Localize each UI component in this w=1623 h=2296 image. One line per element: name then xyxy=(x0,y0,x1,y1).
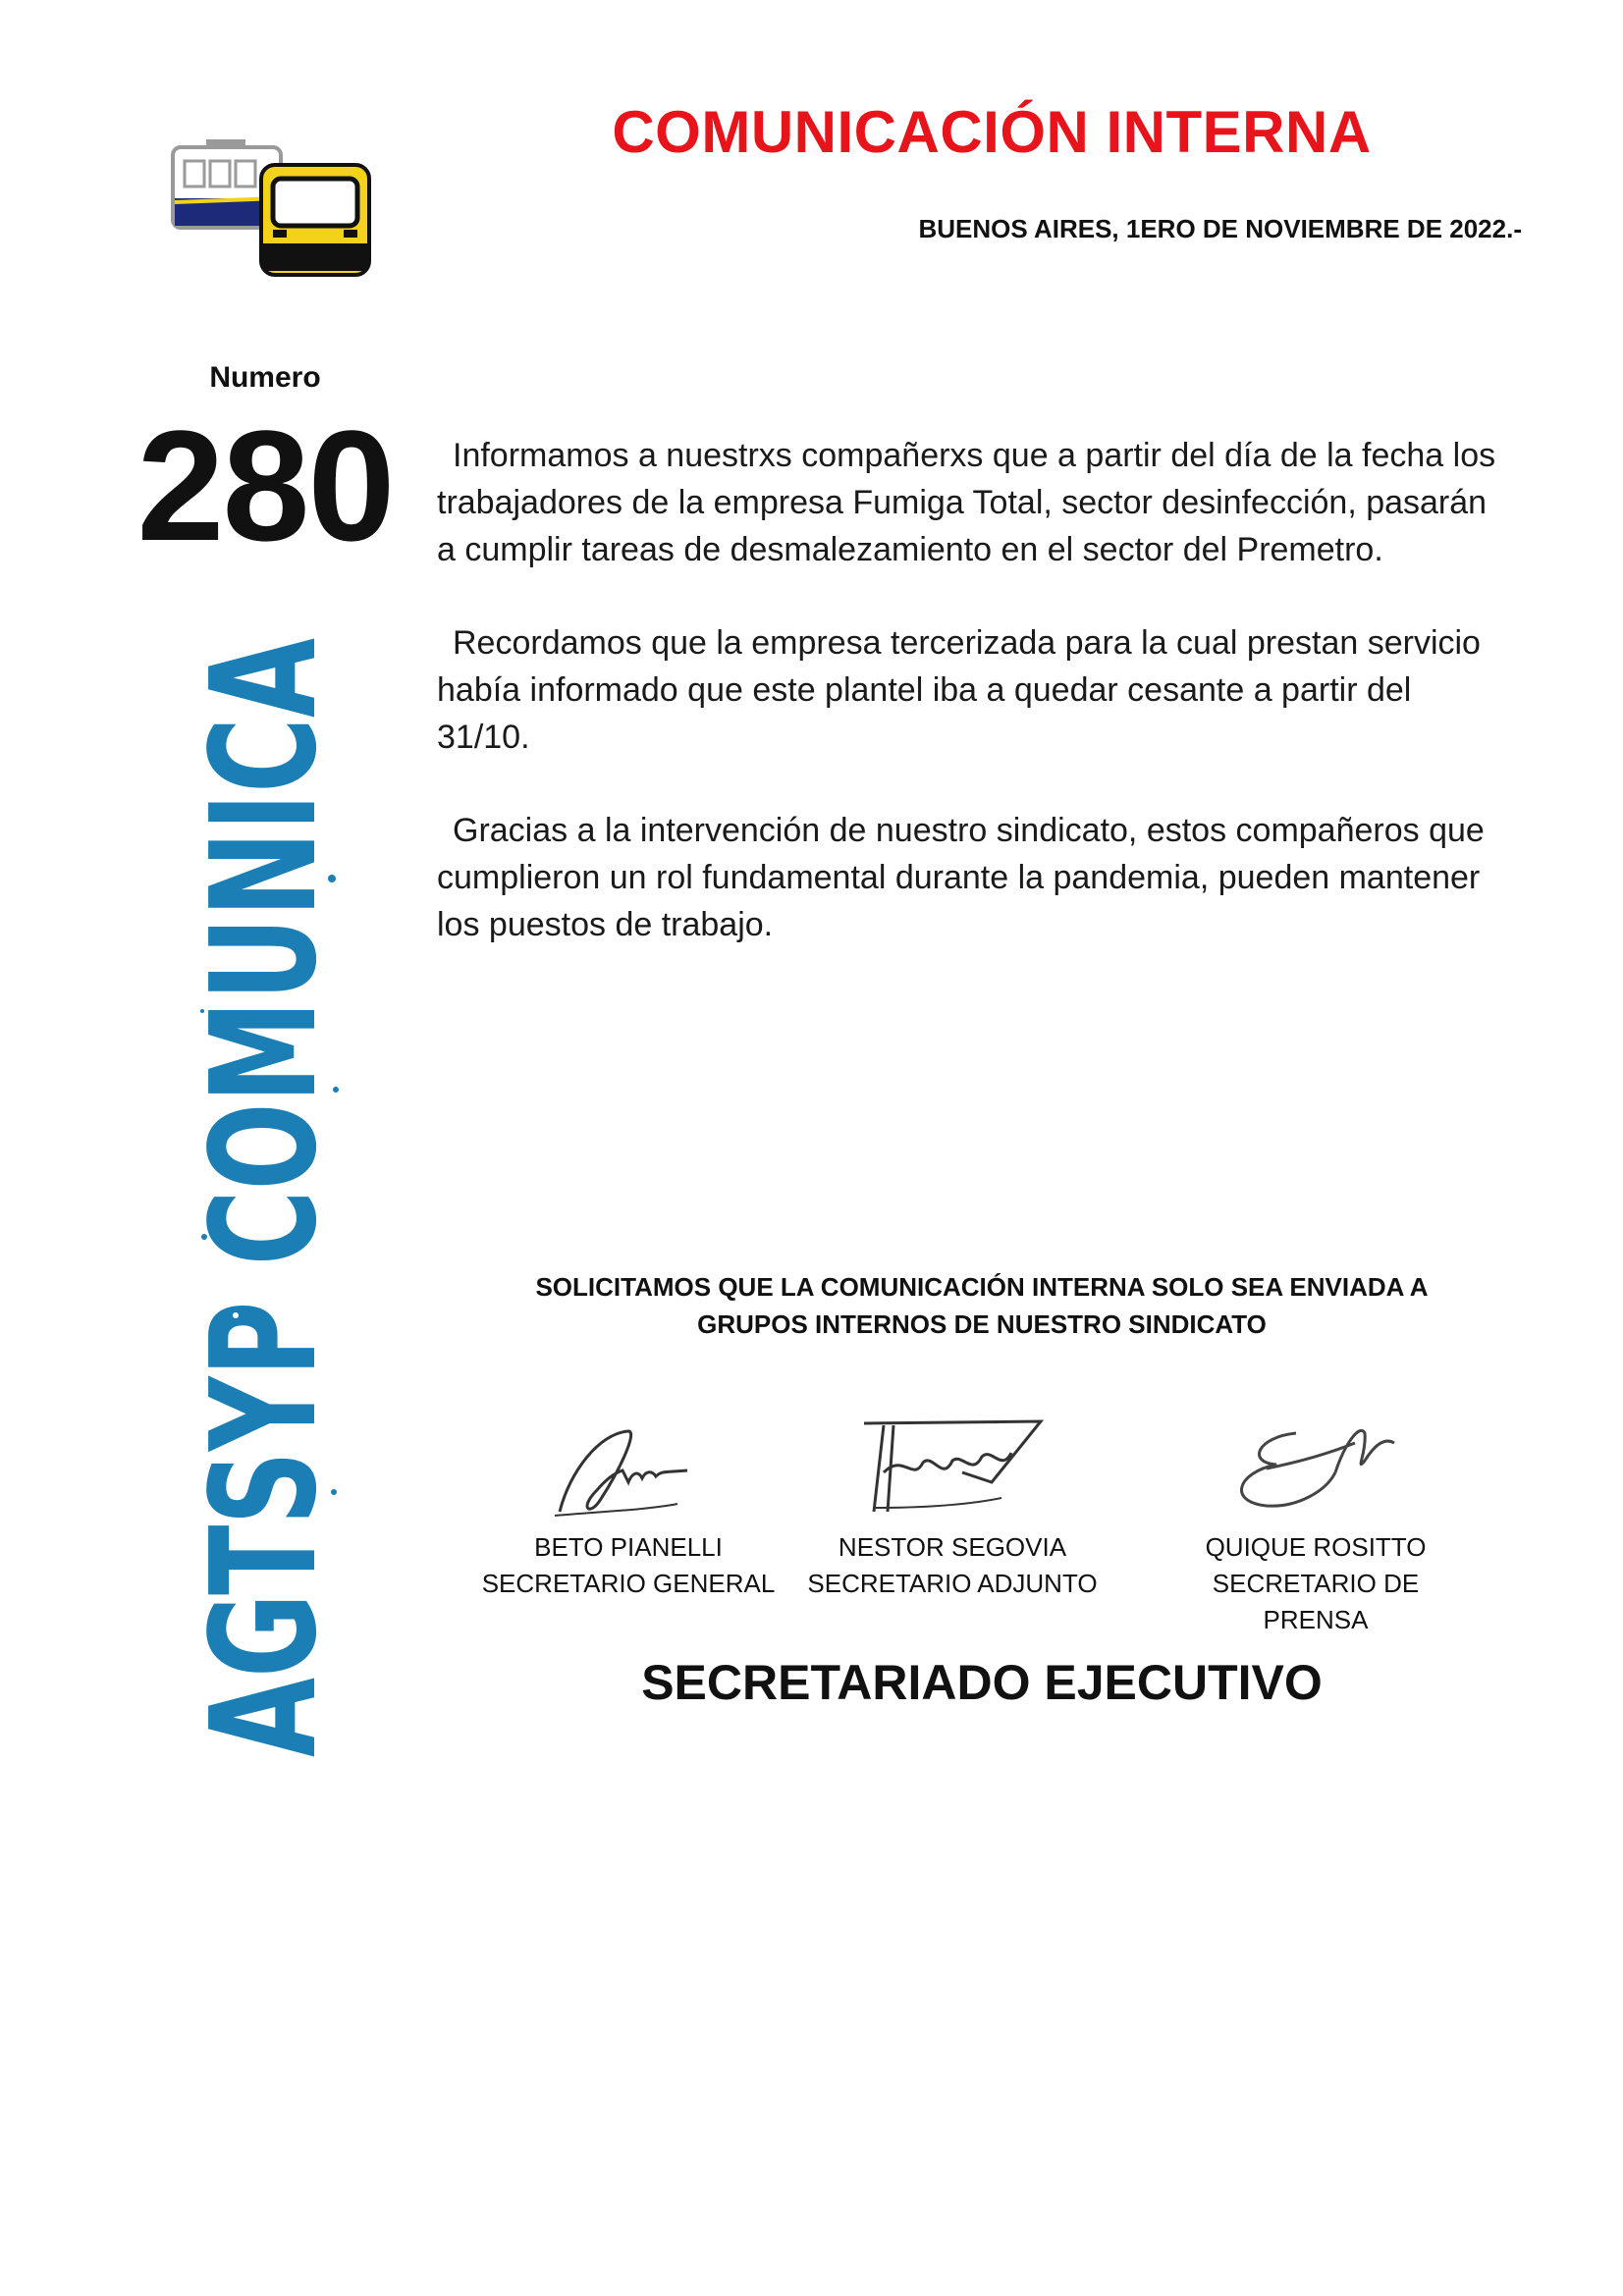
body-paragraph: Informamos a nuestrxs compañerxs que a partir del día de la fecha los trabajadores de la empresa Fumiga Total, sector desinfección, pasarán a cumplir tareas de desmalezamiento en el sector del Premetro. xyxy=(437,437,1496,568)
notice-line: GRUPOS INTERNOS DE NUESTRO SINDICATO xyxy=(697,1309,1267,1339)
signatures-block xyxy=(471,1414,1512,1634)
body-paragraph: Recordamos que la empresa tercerizada para la cual prestan servicio había informado que este plantel iba a quedar cesante a partir del 31/10. xyxy=(437,624,1481,756)
signature-2 xyxy=(844,1414,1060,1522)
number-value: 280 xyxy=(136,398,394,573)
signatory-1 xyxy=(471,1414,785,1602)
signatory-role: SECRETARIO DE PRENSA xyxy=(1212,1569,1420,1634)
footer-title: SECRETARIADO EJECUTIVO xyxy=(641,1655,1323,1710)
body-paragraph: Gracias a la intervención de nuestro sindicato, estos compañeros que cumplieron un rol fundamental durante la pandemia, pueden mantener los puestos de trabajo. xyxy=(437,812,1485,943)
agtsyp-comunica-banner xyxy=(196,628,344,1767)
signatory-name: NESTOR SEGOVIA xyxy=(838,1532,1067,1562)
signatory-2 xyxy=(795,1414,1109,1602)
banner-text: AGTSYP xyxy=(196,1112,344,1757)
signatory-role: SECRETARIO ADJUNTO xyxy=(807,1569,1098,1598)
signature-3 xyxy=(1217,1414,1414,1522)
agtsyp-logo xyxy=(167,137,383,285)
document-title: COMUNICACIÓN INTERNA xyxy=(612,99,1372,165)
number-label: Numero xyxy=(209,361,321,394)
distribution-notice xyxy=(461,1268,1502,1343)
document-date: BUENOS AIRES, 1ERO DE NOVIEMBRE DE 2022.- xyxy=(918,214,1522,243)
body-text xyxy=(437,432,1497,994)
signatory-3 xyxy=(1159,1414,1473,1638)
signature-1 xyxy=(540,1414,717,1522)
signatory-name: BETO PIANELLI xyxy=(534,1532,723,1562)
signatory-role: SECRETARIO GENERAL xyxy=(481,1569,776,1598)
notice-line: SOLICITAMOS QUE LA COMUNICACIÓN INTERNA SOLO SEA ENVIADA A xyxy=(535,1272,1429,1302)
signatory-name: QUIQUE ROSITTO xyxy=(1205,1532,1427,1562)
